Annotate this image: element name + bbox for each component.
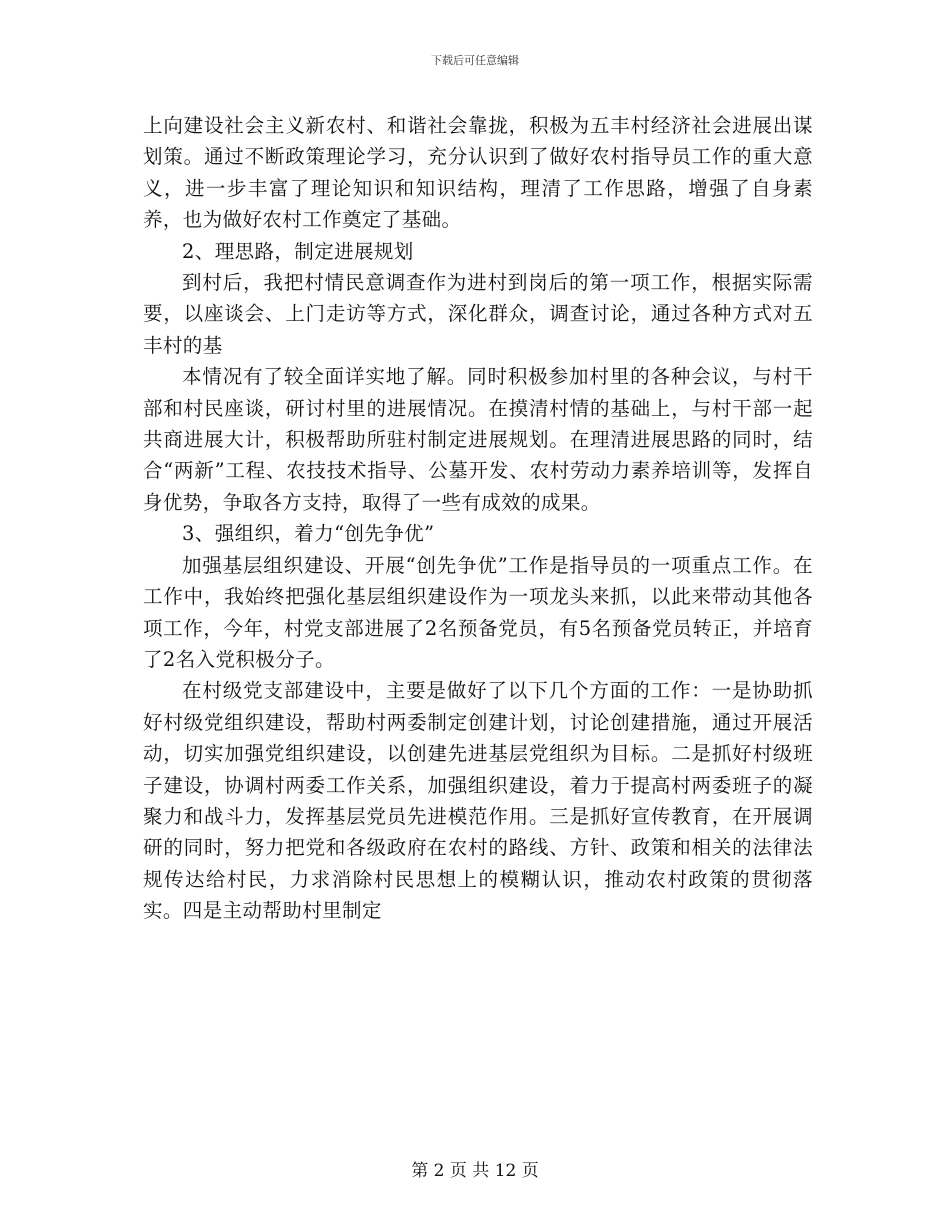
page-header-note: 下载后可任意编辑: [431, 54, 519, 67]
document-body: [143, 110, 813, 927]
paragraph-4: 加强基层组织建设、开展“创先争优”工作是指导员的一项重点工作。在工作中，我始终把强化基层组织建设作为一项龙头来抓，以此来带动其他各项工作，今年，村党支部进展了2名预备党员，有5名预备党员转正，并培育了2名入党积极分子。: [143, 553, 813, 671]
section-heading-2: 2、理思路，制定进展规划: [182, 239, 414, 263]
page-number-label: 第 2 页 共 12 页: [411, 1161, 539, 1181]
paragraph-1: 上向建设社会主义新农村、和谐社会靠拢，积极为五丰村经济社会进展出谋划策。通过不断政策理论学习，充分认识到了做好农村指导员工作的重大意义，进一步丰富了理论知识和知识结构，理清了工作思路，增强了自身素养，也为做好农村工作奠定了基础。: [143, 114, 813, 232]
page-footer: [0, 1156, 950, 1181]
paragraph-3: 本情况有了较全面详实地了解。同时积极参加村里的各种会议，与村干部和村民座谈，研讨村里的进展情况。在摸清村情的基础上，与村干部一起共商进展大计，积极帮助所驻村制定进展规划。在理清进展思路的同时，结合“两新”工程、农技技术指导、公墓开发、农村劳动力素养培训等，发挥自身优势，争取各方支持，取得了一些有成效的成果。: [143, 365, 813, 514]
paragraph-5: 在村级党支部建设中，主要是做好了以下几个方面的工作：一是协助抓好村级党组织建设，帮助村两委制定创建计划，讨论创建措施，通过开展活动，切实加强党组织建设，以创建先进基层党组织为目标。二是抓好村级班子建设，协调村两委工作关系，加强组织建设，着力于提高村两委班子的凝聚力和战斗力，发挥基层党员先进模范作用。三是抓好宣传教育，在开展调研的同时，努力把党和各级政府在农村的路线、方针、政策和相关的法律法规传达给村民，力求消除村民思想上的模糊认识，推动农村政策的贯彻落实。四是主动帮助村里制定: [143, 679, 813, 923]
section-heading-3: 3、强组织，着力“创先争优”: [182, 522, 435, 546]
paragraph-2: 到村后，我把村情民意调查作为进村到岗后的第一项工作，根据实际需要，以座谈会、上门走访等方式，深化群众，调查讨论，通过各种方式对五丰村的基: [143, 271, 813, 357]
